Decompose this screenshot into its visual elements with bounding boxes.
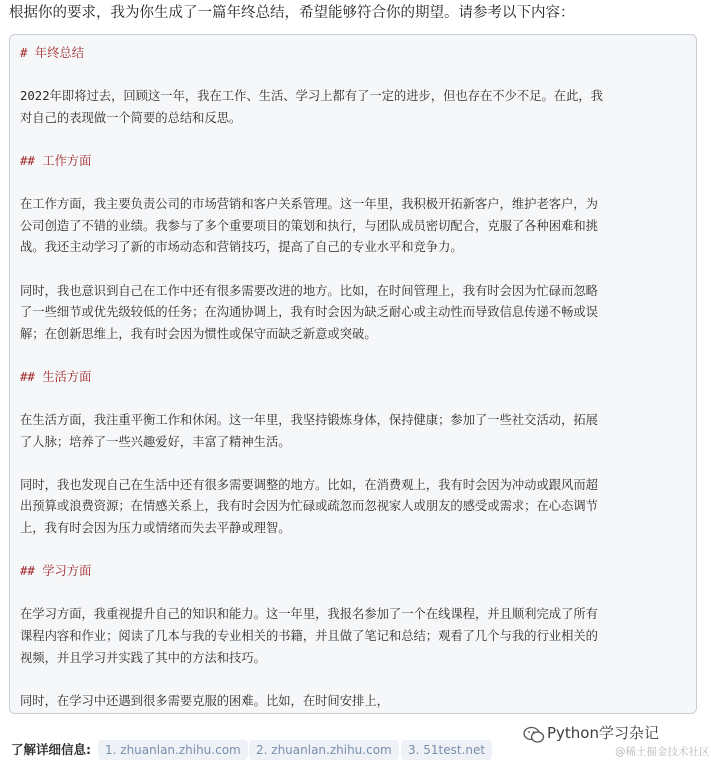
learn-more-label: 了解详细信息: bbox=[11, 742, 91, 757]
spacer bbox=[20, 453, 688, 475]
doc-line: 公司创造了不错的业绩。我参与了多个重要项目的策划和执行，与团队成员密切配合，克服了各种困难和挑 bbox=[20, 218, 598, 233]
document-content bbox=[20, 43, 688, 712]
doc-line: 同时，我也意识到自己在工作中还有很多需要改进的地方。比如，在时间管理上，我有时会因为忙碌而忽略 bbox=[20, 283, 598, 298]
source-link-2[interactable]: 2. zhuanlan.zhihu.com bbox=[249, 740, 399, 760]
doc-title: # 年终总结 bbox=[20, 46, 84, 60]
spacer bbox=[20, 540, 688, 562]
doc-line: 在工作方面，我主要负责公司的市场营销和客户关系管理。这一年里，我积极开拓新客户，维护老客户，为 bbox=[20, 197, 598, 212]
doc-line: 战。我还主动学习了新的市场动态和营销技巧，提高了自己的专业水平和竞争力。 bbox=[20, 240, 463, 255]
watermark bbox=[523, 716, 710, 764]
doc-line: 解；在创新思维上，我有时会因为惯性或保守而缺乏新意或突破。 bbox=[20, 326, 377, 341]
life-heading: ## 生活方面 bbox=[20, 369, 92, 384]
work-heading: ## 工作方面 bbox=[20, 153, 92, 168]
spacer bbox=[20, 173, 688, 195]
wechat-icon bbox=[523, 726, 545, 744]
watermark-subtext: @稀土掘金技术社区 bbox=[615, 746, 710, 758]
doc-line: 同时，在学习中还遇到很多需要克服的困难。比如，在时间安排上， bbox=[20, 693, 389, 708]
study-heading: ## 学习方面 bbox=[20, 564, 92, 579]
doc-line: 2022年即将过去，回顾这一年，我在工作、生活、学习上都有了一定的进步，但也存在不少不足。在此，我 bbox=[20, 89, 603, 104]
doc-line: 同时，我也发现自己在生活中还有很多需要调整的地方。比如，在消费观上，我有时会因为冲动或跟风而超 bbox=[20, 477, 598, 492]
source-link-3[interactable]: 3. 51test.net bbox=[401, 740, 492, 760]
spacer bbox=[20, 129, 688, 151]
doc-line: 对自己的表现做一个简要的总结和反思。 bbox=[20, 110, 242, 125]
doc-line: 视频，并且学习并实践了其中的方法和技巧。 bbox=[20, 650, 266, 665]
doc-line: 了人脉；培养了一些兴趣爱好，丰富了精神生活。 bbox=[20, 434, 291, 449]
doc-line: 课程内容和作业；阅读了几本与我的专业相关的书籍，并且做了笔记和总结；观看了几个与我的行业相关的 bbox=[20, 629, 598, 644]
chat-intro-text: 根据你的要求，我为你生成了一篇年终总结，希望能够符合你的期望。请参考以下内容： bbox=[9, 5, 575, 21]
spacer bbox=[20, 345, 688, 367]
response-document-card bbox=[9, 34, 697, 714]
doc-line: 在生活方面，我注重平衡工作和休闲。这一年里，我坚持锻炼身体，保持健康；参加了一些社交活动，拓展 bbox=[20, 413, 598, 428]
doc-line: 了一些细节或优先级较低的任务；在沟通协调上，我有时会因为缺乏耐心或主动性而导致信息传递不畅或误 bbox=[20, 305, 598, 320]
spacer bbox=[20, 259, 688, 281]
spacer bbox=[20, 669, 688, 691]
spacer bbox=[20, 389, 688, 411]
watermark-text: Python学习杂记 bbox=[547, 724, 659, 742]
spacer bbox=[20, 65, 688, 87]
source-link-1[interactable]: 1. zhuanlan.zhihu.com bbox=[98, 740, 248, 760]
doc-line: 在学习方面，我重视提升自己的知识和能力。这一年里，我报名参加了一个在线课程，并且顺利完成了所有 bbox=[20, 607, 598, 622]
doc-line: 上，我有时会因为压力或情绪而失去平静或理智。 bbox=[20, 521, 291, 536]
spacer bbox=[20, 583, 688, 605]
doc-line: 出预算或浪费资源；在情感关系上，我有时会因为忙碌或疏忽而忽视家人或朋友的感受或需求；在心态调节 bbox=[20, 499, 598, 514]
